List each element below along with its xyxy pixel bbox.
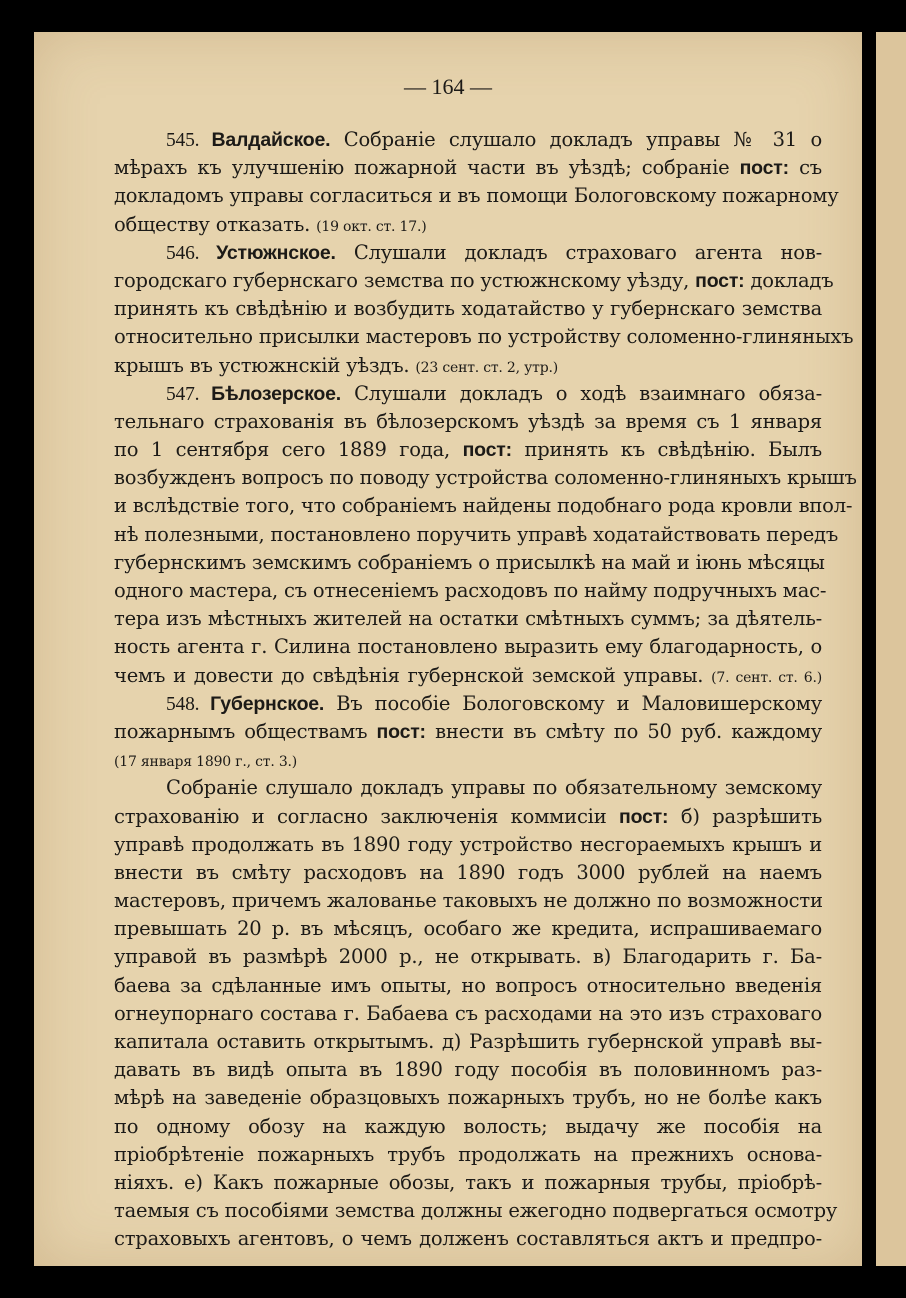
text-line	[114, 803, 822, 831]
text-line	[114, 464, 857, 492]
text-fragment: принять къ свѣдѣнію и возбудить ходатайство у губернскаго земства	[114, 297, 822, 321]
text-fragment: чемъ и довести до свѣдѣнія губернской земской управы.	[114, 663, 712, 687]
text-line	[114, 1000, 822, 1028]
text-line	[114, 746, 822, 774]
text-line	[114, 1084, 822, 1112]
text-fragment: превышать 20 р. въ мѣсяцъ, особаго же кредита, испрашиваемаго	[114, 917, 822, 941]
text-fragment: управѣ продолжать въ 1890 году устройство несгораемыхъ крышъ и	[114, 832, 822, 856]
text-line	[114, 211, 822, 239]
text-fragment: внести въ смѣту расходовъ на 1890 годъ 3000 рублей на наемъ	[114, 860, 822, 884]
bold-text: пост:	[739, 157, 789, 180]
text-fragment: возбужденъ вопросъ по поводу устройства соломенно-глиняныхъ крышъ	[114, 466, 857, 490]
text-fragment: Слушали докладъ о ходѣ взаимнаго обяза-	[340, 381, 822, 405]
text-fragment: крышъ въ устюжнскій уѣздъ.	[114, 353, 416, 377]
citation: (7. сент. ст. 6.)	[711, 669, 822, 686]
text-fragment: ность агента г. Силина постановлено выразить ему благодарность, о	[114, 635, 822, 659]
text-fragment: по одному обозу на каждую волость; выдачу же пособія на	[114, 1114, 822, 1138]
text-line	[114, 352, 822, 380]
text-fragment: мѣрахъ къ улучшенію пожарной части въ уѣздѣ; собраніе	[114, 156, 740, 180]
text-line	[114, 323, 854, 351]
text-line	[114, 1056, 822, 1084]
text-line	[114, 972, 822, 1000]
text-line	[114, 408, 822, 436]
text-fragment: докладъ	[744, 268, 834, 292]
text-fragment: принять къ свѣдѣнію. Былъ	[511, 438, 822, 462]
text-fragment: нѣ полезными, постановлено поручить управѣ ходатайствовать передъ	[114, 522, 839, 546]
book-page	[34, 32, 862, 1266]
page-number: — 164 —	[404, 74, 492, 99]
text-fragment: одного мастера, съ отнесеніемъ расходовъ по найму подручныхъ мас-	[114, 579, 827, 602]
bold-text: пост:	[619, 805, 669, 828]
text-line	[114, 718, 822, 746]
text-line	[114, 182, 839, 210]
text-fragment: городскаго губернскаго земства по устюжнскому уѣзду,	[114, 268, 696, 292]
text-fragment: по 1 сентября сего 1889 года,	[114, 438, 463, 462]
text-fragment: ніяхъ. е) Какъ пожарные обозы, такъ и пожарныя трубы, пріобрѣ-	[114, 1170, 822, 1194]
text-fragment: страхованію и согласно заключенія коммисіи	[114, 804, 619, 828]
text-fragment: и вслѣдствіе того, что собраніемъ найдены подобнаго рода кровли впол-	[114, 494, 853, 518]
text-fragment: обществу отказать.	[114, 212, 317, 236]
text-line	[114, 239, 822, 267]
text-fragment: мѣрѣ на заведеніе образцовыхъ пожарныхъ трубъ, но не болѣе какъ	[114, 1086, 822, 1110]
text-line	[114, 1028, 822, 1056]
text-line	[114, 380, 822, 408]
text-line	[114, 1169, 822, 1197]
text-fragment: относительно присылки мастеровъ по устройству соломенно-глиняныхъ	[114, 325, 854, 349]
text-line	[114, 577, 827, 605]
text-fragment: управой въ размѣрѣ 2000 р., не открывать. в) Благодарить г. Ба-	[114, 945, 822, 969]
text-line	[114, 295, 822, 323]
citation: (17 января 1890 г., ст. 3.)	[114, 754, 298, 771]
text-fragment: Собраніе слушало докладъ управы № 31 о	[330, 128, 822, 151]
text-fragment: тельнаго страхованія въ бѣлозерскомъ уѣздѣ за время съ 1 января	[114, 409, 822, 433]
text-fragment: внести въ смѣту по 50 руб. каждому	[425, 719, 822, 743]
text-fragment: Слушали докладъ страховаго агента нов-	[335, 240, 822, 264]
text-fragment: огнеупорнаго состава г. Бабаева съ расходами на это изъ страховаго	[114, 1001, 822, 1025]
bold-text: Бѣлозерское.	[211, 382, 341, 405]
body-text	[114, 126, 857, 1254]
text-line	[114, 267, 834, 295]
text-fragment: 548.	[166, 693, 211, 715]
text-fragment: губернскимъ земскимъ собраніемъ о присылкѣ на май и іюнь мѣсяцы	[114, 550, 825, 574]
text-line	[114, 690, 822, 718]
text-line	[114, 633, 822, 661]
text-line	[114, 915, 822, 943]
text-fragment: б) разрѣшить	[668, 804, 822, 828]
text-fragment: пожарнымъ обществамъ	[114, 719, 377, 743]
text-line	[114, 831, 822, 859]
text-line	[114, 521, 839, 549]
text-line	[114, 605, 822, 633]
text-fragment: страховыхъ агентовъ, о чемъ долженъ составляться актъ и предпро-	[114, 1227, 822, 1251]
text-line	[114, 126, 822, 154]
text-fragment: давать въ видѣ опыта въ 1890 году пособія въ половинномъ раз-	[114, 1058, 822, 1082]
text-fragment: баева за сдѣланные имъ опыты, но вопросъ относительно введенія	[114, 973, 822, 997]
citation: (23 сент. ст. 2, утр.)	[415, 359, 559, 376]
text-fragment: пріобрѣтеніе пожарныхъ трубъ продолжать на прежнихъ основа-	[114, 1142, 822, 1166]
text-fragment: докладомъ управы согласиться и въ помощи Бологовскому пожарному	[114, 184, 839, 208]
citation: (19 окт. ст. 17.)	[316, 218, 427, 235]
bold-text: пост:	[462, 439, 512, 462]
text-line	[114, 859, 822, 887]
text-fragment: 546.	[166, 242, 217, 264]
text-line	[114, 436, 822, 464]
text-fragment: Собраніе слушало докладъ управы по обязательному земскому	[166, 776, 822, 800]
text-line	[114, 1225, 822, 1253]
text-line	[114, 154, 822, 182]
text-line	[114, 774, 822, 802]
text-line	[114, 662, 822, 690]
text-line	[114, 549, 825, 577]
text-line	[114, 1141, 822, 1169]
text-line	[114, 887, 822, 915]
adjacent-page-edge	[876, 32, 906, 1266]
text-line	[114, 1197, 838, 1225]
text-fragment: 545.	[166, 130, 212, 151]
bold-text: пост:	[695, 269, 745, 292]
text-line	[114, 1113, 822, 1141]
text-fragment: таемыя съ пособіями земства должны ежегодно подвергаться осмотру	[114, 1199, 838, 1223]
text-fragment: капитала оставить открытымъ. д) Разрѣшить губернской управѣ вы-	[114, 1030, 822, 1053]
text-fragment: съ	[788, 156, 822, 180]
text-fragment: мастеровъ, причемъ жалованье таковыхъ не должно по возможности	[114, 889, 823, 913]
bold-text: пост:	[376, 720, 426, 743]
text-fragment: Въ пособіе Бологовскому и Маловишерскому	[324, 691, 822, 715]
bold-text: Устюжнское.	[216, 241, 336, 264]
bold-text: Губернское.	[210, 692, 325, 715]
bold-text: Валдайское.	[211, 129, 331, 151]
text-line	[114, 943, 822, 971]
text-fragment: тера изъ мѣстныхъ жителей на остатки смѣтныхъ суммъ; за дѣятель-	[114, 607, 822, 631]
text-fragment: 547.	[166, 383, 212, 405]
text-line	[114, 492, 853, 520]
